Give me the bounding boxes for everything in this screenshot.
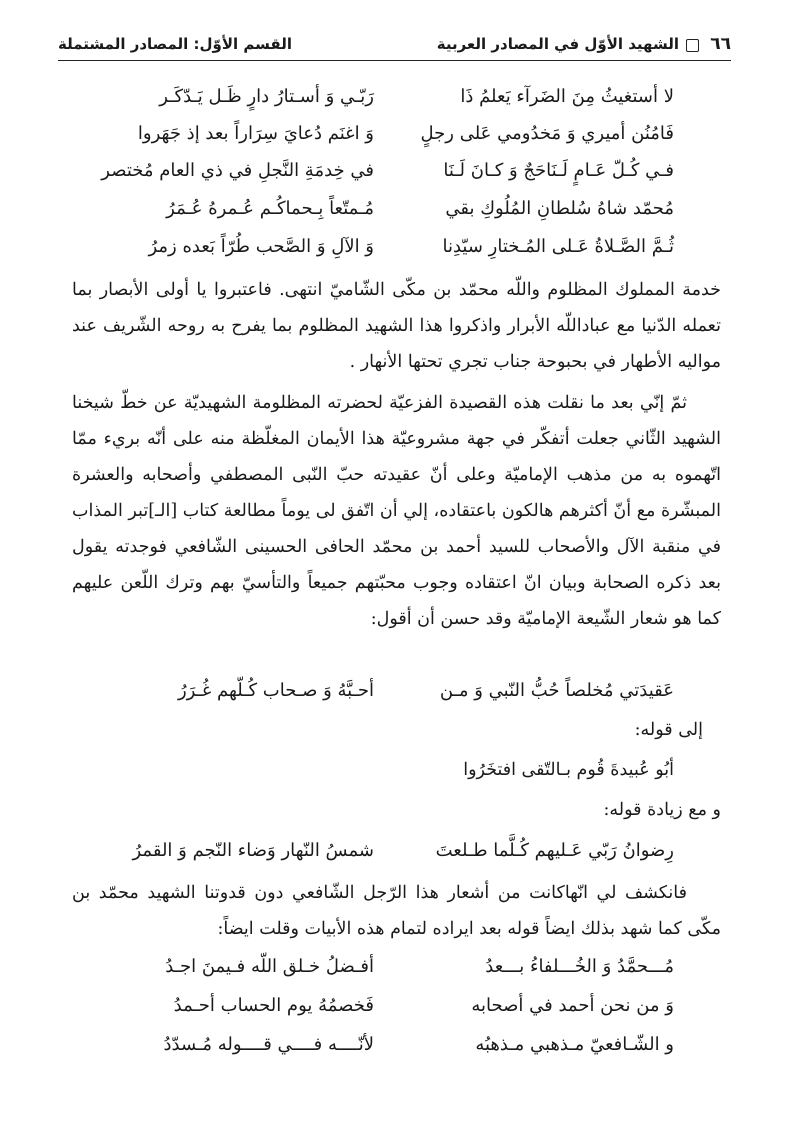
running-section-title: القسم الأوّل: المصادر المشتملة: [58, 35, 292, 53]
paragraph-closing-note: خدمة المملوك المظلوم واللّه محمّد بن مكّى الشّاميّ انتهى. فاعتبروا يا أولى الأبصار بما تعمله الدّنيا مع عباداللّه الأبرار واذكروا هذا الشهيد المظلوم بما يفرح به روحه الشّريف عند مواليه الأطهار في بحبوحة جناب تجري تحتها الأنهار .: [72, 280, 721, 372]
verse-second-hemistich: وَ الآلِ وَ الصَّحب طُرّاً بَعده زمرُ: [148, 236, 374, 257]
verse-second-hemistich: شمسُ النّهار وَضاء النّجم وَ القمرُ: [132, 840, 374, 861]
verse-first-hemistich: مُـــحمَّدُ وَ الخُـــلفاءُ بـــعدُ: [485, 956, 674, 977]
poem-verse: [0, 236, 791, 272]
verse-second-hemistich: أحـبَّهُ وَ صـحاب كُـلّهم غُـرَرُ: [177, 680, 374, 701]
poem-verse: [0, 956, 791, 992]
verse-first-hemistich: ثُـمَّ الصَّـلاةُ عَـلى المُـختارِ سيّدِنا: [442, 236, 674, 257]
verse-first-hemistich: عَقيدَتي مُخلصاً حُبُّ النّبي وَ مـن: [439, 680, 674, 701]
poem-verse: [0, 995, 791, 1031]
poem-verse: [0, 198, 791, 234]
running-book-title: الشهيد الأوّل في المصادر العربية: [436, 35, 679, 53]
verse-first-hemistich: رِضوانُ رَبّي عَـليهم كُـلَّما طـلعتَ: [435, 840, 674, 861]
verse-first-hemistich: مُحمّد شاهُ سُلطانِ المُلُوكِ بقي: [445, 198, 674, 219]
verse-second-hemistich: وَ اغنَم دُعايَ سِرَاراً بعد إذ جَهَروا: [137, 123, 374, 144]
verse-second-hemistich: مُـمتّعاً بِـحماكُـم عُـمرهُ عُـمَرُ: [166, 198, 374, 219]
header-box-ornament: [686, 39, 699, 52]
quoted-verse-fragment: أبُو عُبيدةَ قُوم بـالتّقى افتخَرُوا: [463, 760, 674, 780]
quoted-verse: [0, 680, 791, 716]
poem-verse: [0, 123, 791, 159]
verse-first-hemistich: وَ من نحن أحمد في أصحابه: [471, 995, 674, 1016]
verse-second-hemistich: في خِدمَةِ النَّجلِ في ذي العام مُختصر: [101, 160, 374, 181]
verse-second-hemistich: فَخصمُهُ يوم الحساب أحـمدُ: [173, 995, 374, 1016]
verse-second-hemistich: لأنّــــه فــــي قــــوله مُـسدّدُ: [163, 1034, 374, 1055]
poem-verse: [0, 1034, 791, 1070]
verse-first-hemistich: لا أستغيثُ مِنَ الضَرآء يَعلمُ ذَا: [460, 86, 674, 107]
poem-verse: [0, 160, 791, 196]
verse-second-hemistich: رَبّـي وَ أسـتارُ دارٍ ظَـل يَـدّكَـر: [159, 86, 374, 107]
page-header: [58, 34, 731, 61]
poem-verse: [0, 86, 791, 122]
intro-label: إلى قوله:: [634, 720, 703, 740]
paragraph-conclusion: فانكشف لي انّهاكانت من أشعار هذا الرّجل الشّافعي دون قدوتنا الشهيد محمّد بن مكّى كما شهد بذلك ايضاً قوله بعد ايراده لتمام هذه الأبيات وقلت ايضاً:: [72, 883, 721, 939]
paragraph-author-reflection: ثمّ إنّي بعد ما نقلت هذه القصيدة الفزعيّة لحضرته المظلومة الشهيديّة عن خطّ شيخنا الشهيد الثّاني جعلت أتفكّر في جهة مشروعيّة هذا الأيمان المغلّظة منه على أنّه بريء ممّا اتّهموه به من مذهب الإماميّة وعلى أنّ عقيدته حبّ النّبى المصطفي وأصحابه والعشرة المبشّرة مع أنّ أكثرهم هالكون باعتقاده، إلي أن اتّفق لى يوماً مطالعة كتاب [الـ]تبر المذاب في منقبة الآل والأصحاب للسيد أحمد بن محمّد الحافى الحسينى الشّافعي فوجدته يقول بعد ذكره الصحابة وبيان انّ اعتقاده وجوب محبّتهم جميعاً والتأسيّ بهم وترك اللّعن عليهم كما هو شعار الشّيعة الإماميّة وقد حسن أن أقول:: [72, 393, 721, 629]
quoted-verse: [0, 840, 791, 876]
verse-second-hemistich: أفـضلُ خـلق اللّه فـيمنَ اجـدُ: [165, 956, 374, 977]
verse-first-hemistich: فـي كُـلّ عَـامٍ لَـنَاحَجٌ وَ كـانَ لَـنَا: [443, 160, 674, 181]
verse-first-hemistich: فَامُنُن أميري وَ مَخدُومي عَلى رجلٍ: [420, 123, 674, 144]
page-number: ٦٦: [710, 34, 731, 54]
intro-label: و مع زيادة قوله:: [603, 800, 721, 820]
verse-first-hemistich: و الشّـافعيّ مـذهبي مـذهبُه: [475, 1034, 674, 1055]
